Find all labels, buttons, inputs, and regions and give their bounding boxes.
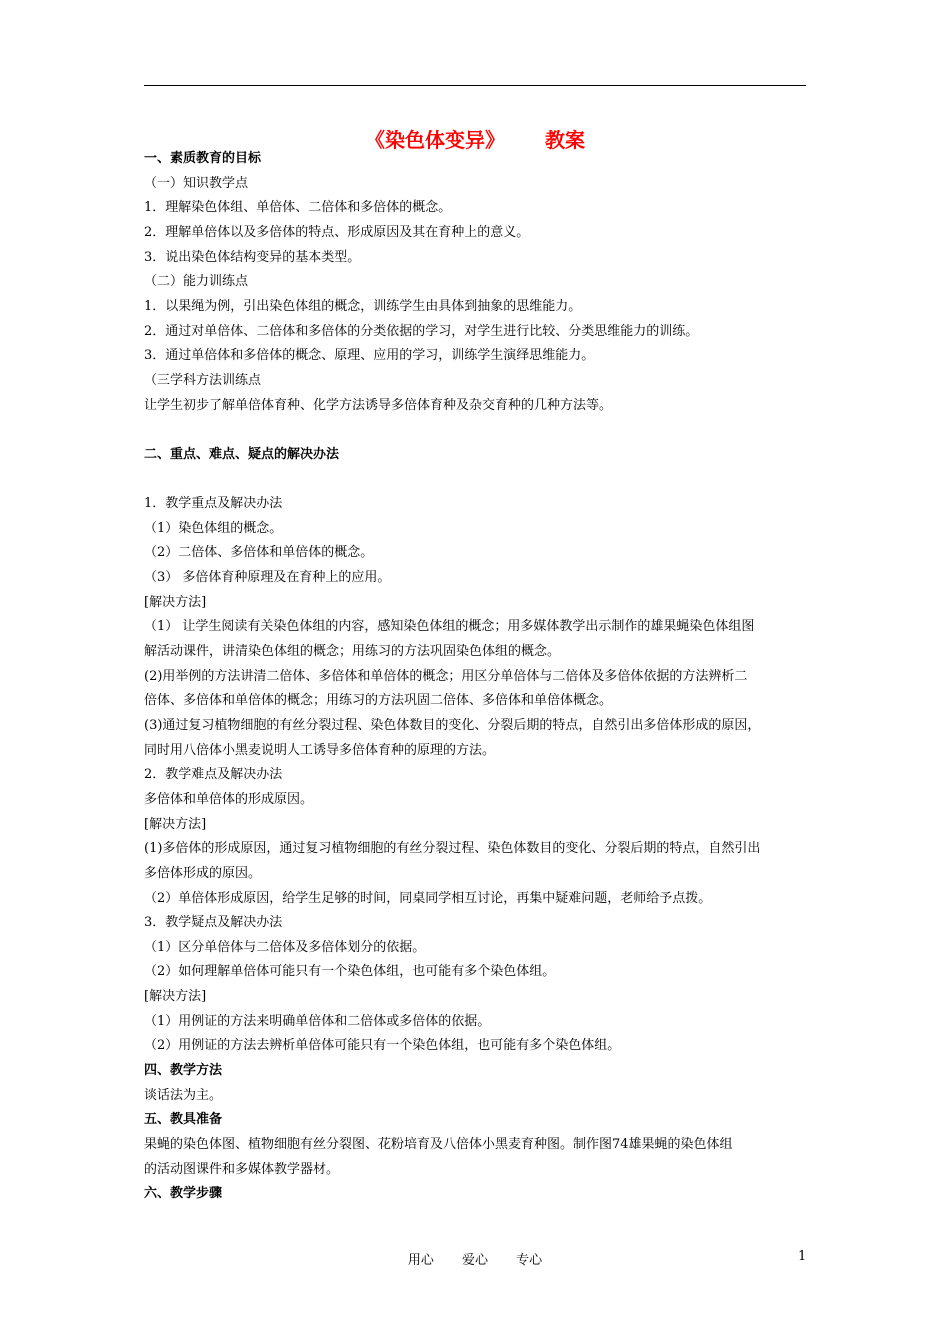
title-main: 《染色体变异》	[365, 128, 505, 152]
body-line: （二）能力训练点	[144, 274, 249, 290]
title-suffix: 教案	[545, 128, 585, 152]
body-line: （1） 让学生阅读有关染色体组的内容，感知染色体组的概念；用多媒体教学出示制作的雄果蝇染色体组图	[144, 619, 755, 635]
footer-motto	[0, 1249, 950, 1268]
footer-item: 用心	[407, 1253, 434, 1268]
body-line: （1）用例证的方法来明确单倍体和二倍体或多倍体的依据。	[144, 1013, 491, 1029]
body-line: （2）如何理解单倍体可能只有一个染色体组，也可能有多个染色体组。	[144, 964, 556, 980]
body-line: 2．理解单倍体以及多倍体的特点、形成原因及其在育种上的意义。	[144, 224, 530, 240]
body-line: 1．以果绳为例，引出染色体组的概念，训练学生由具体到抽象的思维能力。	[144, 298, 582, 314]
document-title	[0, 124, 950, 153]
body-line: （2）用例证的方法去辨析单倍体可能只有一个染色体组，也可能有多个染色体组。	[144, 1038, 621, 1054]
body-line: (3)通过复习植物细胞的有丝分裂过程、染色体数目的变化、分裂后期的特点，自然引出多倍体形成的原因，	[144, 717, 761, 733]
body-line: 的活动图课件和多媒体教学器材。	[144, 1161, 340, 1177]
body-line: （3） 多倍体育种原理及在育种上的应用。	[144, 570, 391, 586]
body-line: 谈话法为主。	[144, 1087, 223, 1103]
body-line: 倍体、多倍体和单倍体的概念；用练习的方法巩固二倍体、多倍体和单倍体概念。	[144, 693, 613, 709]
page-number: 1	[798, 1249, 807, 1264]
body-line: （2）二倍体、多倍体和单倍体的概念。	[144, 545, 374, 561]
body-line: 3．说出染色体结构变异的基本类型。	[144, 249, 361, 265]
body-line: 1．教学重点及解决办法	[144, 496, 283, 512]
body-line: [解决方法]	[144, 816, 207, 832]
body-line: 解活动课件，讲清染色体组的概念；用练习的方法巩固染色体组的概念。	[144, 644, 561, 659]
section-heading: 五、教具准备	[144, 1112, 223, 1128]
body-line: 多倍体和单倍体的形成原因。	[144, 791, 314, 807]
body-line: 1．理解染色体组、单倍体、二倍体和多倍体的概念。	[144, 200, 452, 216]
body-line: （1）染色体组的概念。	[144, 520, 283, 536]
section-heading: 四、教学方法	[144, 1063, 223, 1079]
header-rule	[144, 85, 806, 86]
body-line: （三学科方法训练点	[144, 372, 262, 388]
body-line: (2)用举例的方法讲清二倍体、多倍体和单倍体的概念；用区分单倍体与二倍体及多倍体依据的方法辨析二	[144, 668, 748, 684]
body-line: （1）区分单倍体与二倍体及多倍体划分的依据。	[144, 939, 426, 955]
body-line: [解决方法]	[144, 989, 207, 1005]
footer-item: 爱心	[461, 1253, 488, 1268]
body-line: 2．通过对单倍体、二倍体和多倍体的分类依据的学习，对学生进行比较、分类思维能力的训练。	[144, 323, 699, 339]
body-line: 多倍体形成的原因。	[144, 865, 262, 881]
body-line: 让学生初步了解单倍体育种、化学方法诱导多倍体育种及杂交育种的几种方法等。	[144, 397, 613, 413]
footer-item: 专心	[516, 1253, 543, 1268]
body-line: 3．通过单倍体和多倍体的概念、原理、应用的学习，训练学生演绎思维能力。	[144, 348, 595, 364]
section-heading: 一、素质教育的目标	[144, 151, 262, 166]
section-heading: 二、重点、难点、疑点的解决办法	[144, 446, 340, 462]
body-line: 果蝇的染色体图、植物细胞有丝分裂图、花粉培育及八倍体小黑麦育种图。制作图74雄果蝇的染色体组	[144, 1137, 733, 1152]
body-line: 3．教学疑点及解决办法	[144, 915, 283, 931]
body-line: （一）知识教学点	[144, 175, 249, 191]
body-line: (1)多倍体的形成原因，通过复习植物细胞的有丝分裂过程、染色体数目的变化、分裂后期的特点，自然引出	[144, 841, 761, 857]
body-line: （2）单倍体形成原因，给学生足够的时间，同桌同学相互讨论，再集中疑难问题，老师给予点拨。	[144, 890, 712, 906]
body-line: [解决方法]	[144, 594, 207, 610]
body-line: 2．教学难点及解决办法	[144, 767, 283, 783]
body-line: 同时用八倍体小黑麦说明人工诱导多倍体育种的原理的方法。	[144, 742, 496, 758]
section-heading: 六、教学步骤	[144, 1186, 223, 1202]
